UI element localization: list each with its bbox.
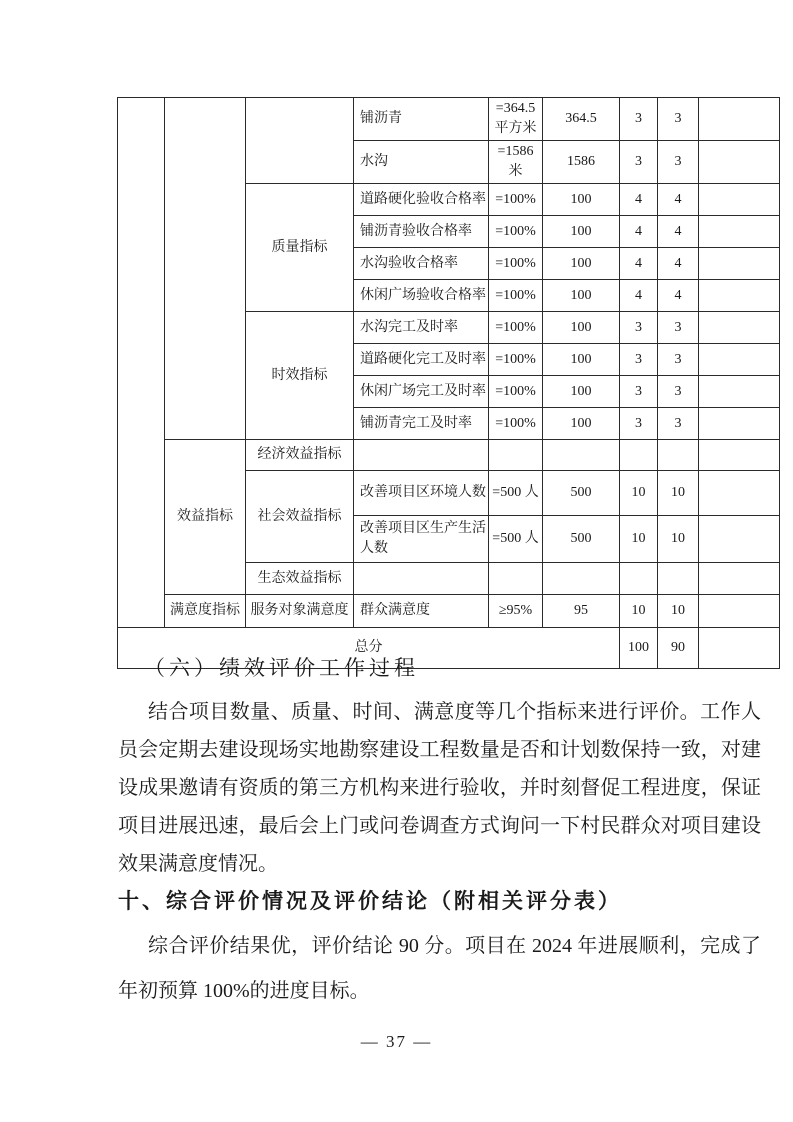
target-value-cell: =100% (489, 344, 543, 376)
eco-benefit-cell: 生态效益指标 (246, 563, 354, 595)
max-score-cell: 4 (620, 216, 658, 248)
score-cell: 4 (658, 184, 699, 216)
target-value-cell: =100% (489, 216, 543, 248)
section-heading-10: 十、综合评价情况及评价结论（附相关评分表） (118, 890, 622, 913)
max-score-cell: 4 (620, 184, 658, 216)
indicator-name-cell: 群众满意度 (354, 595, 489, 628)
score-cell: 4 (658, 216, 699, 248)
max-score-cell: 10 (620, 516, 658, 563)
actual-value-cell: 100 (543, 408, 620, 440)
indicator-name-cell (354, 440, 489, 471)
total-score-label-cell: 总分 (118, 628, 620, 669)
actual-value-cell: 100 (543, 376, 620, 408)
indicator-name-cell: 改善项目区环境人数 (354, 471, 489, 516)
actual-value-cell: 100 (543, 216, 620, 248)
indicator-name-cell: 休闲广场验收合格率 (354, 280, 489, 312)
indicator-name-cell: 改善项目区生产生活人数 (354, 516, 489, 563)
satisfaction-group-cell: 满意度指标 (165, 595, 246, 628)
actual-value-cell: 1586 (543, 141, 620, 184)
quality-group-cell: 质量指标 (246, 184, 354, 312)
remark-cell (699, 216, 780, 248)
indicator-name-cell: 道路硬化验收合格率 (354, 184, 489, 216)
max-score-cell: 10 (620, 595, 658, 628)
total-score-cell: 90 (658, 628, 699, 669)
max-score-cell: 3 (620, 408, 658, 440)
remark-cell (699, 408, 780, 440)
indicator-name-cell: 铺沥青验收合格率 (354, 216, 489, 248)
indicator-name-cell: 铺沥青完工及时率 (354, 408, 489, 440)
max-score-cell: 3 (620, 376, 658, 408)
actual-value-cell: 100 (543, 248, 620, 280)
actual-value-cell (543, 563, 620, 595)
actual-value-cell: 100 (543, 280, 620, 312)
score-cell: 3 (658, 312, 699, 344)
remark-cell (699, 516, 780, 563)
target-value-cell: =100% (489, 280, 543, 312)
benefit-group-cell: 效益指标 (165, 440, 246, 595)
remark-cell (699, 344, 780, 376)
remark-cell (699, 471, 780, 516)
score-cell: 3 (658, 141, 699, 184)
score-cell: 4 (658, 248, 699, 280)
indicator-name-cell (354, 563, 489, 595)
score-cell: 10 (658, 516, 699, 563)
remark-cell (699, 440, 780, 471)
score-cell: 3 (658, 408, 699, 440)
max-score-cell: 3 (620, 344, 658, 376)
score-cell (658, 440, 699, 471)
score-cell: 10 (658, 471, 699, 516)
actual-value-cell: 95 (543, 595, 620, 628)
actual-value-cell (543, 440, 620, 471)
paragraph-evaluation-process: 结合项目数量、质量、时间、满意度等几个指标来进行评价。工作人员会定期去建设现场实地勘察建设工程数量是否和计划数保持一致，对建设成果邀请有资质的第三方机构来进行验收，并时刻督促工程进度，保证项目进展迅速，最后会上门或问卷调查方式询问一下村民群众对项目建设效果满意度情况。 (118, 701, 761, 875)
remark-cell (699, 376, 780, 408)
target-value-cell: =500 人 (489, 516, 543, 563)
remark-cell (699, 595, 780, 628)
section-heading-6: （六）绩效评价工作过程 (144, 656, 419, 680)
remark-cell (699, 563, 780, 595)
remark-cell (699, 98, 780, 141)
actual-value-cell: 100 (543, 344, 620, 376)
target-value-cell: =100% (489, 312, 543, 344)
indicator-name-cell: 道路硬化完工及时率 (354, 344, 489, 376)
score-table (117, 97, 780, 669)
remark-cell (699, 280, 780, 312)
paragraph-conclusion: 综合评价结果优，评价结论 90 分。项目在 2024 年进展顺利，完成了年初预算 100%的进度目标。 (118, 935, 761, 1002)
table-cell (165, 98, 246, 440)
score-cell: 3 (658, 344, 699, 376)
page-number: — 37 — (360, 1032, 433, 1051)
remark-cell (699, 312, 780, 344)
social-benefit-cell: 社会效益指标 (246, 471, 354, 563)
actual-value-cell: 364.5 (543, 98, 620, 141)
text-section (118, 653, 761, 1014)
max-score-cell: 10 (620, 471, 658, 516)
actual-value-cell: 500 (543, 516, 620, 563)
table-cell (118, 98, 165, 628)
max-score-cell (620, 440, 658, 471)
actual-value-cell: 100 (543, 184, 620, 216)
table-row (118, 595, 780, 628)
score-cell: 3 (658, 376, 699, 408)
total-max-score-cell: 100 (620, 628, 658, 669)
table-row (118, 440, 780, 471)
max-score-cell: 3 (620, 312, 658, 344)
target-value-cell: =100% (489, 248, 543, 280)
indicator-name-cell: 水沟完工及时率 (354, 312, 489, 344)
remark-cell (699, 141, 780, 184)
target-value-cell (489, 563, 543, 595)
max-score-cell: 3 (620, 98, 658, 141)
indicator-name-cell: 水沟验收合格率 (354, 248, 489, 280)
time-group-cell: 时效指标 (246, 312, 354, 440)
target-value-cell: =1586 米 (489, 141, 543, 184)
score-cell (658, 563, 699, 595)
max-score-cell: 3 (620, 141, 658, 184)
target-value-cell: ≥95% (489, 595, 543, 628)
max-score-cell: 4 (620, 280, 658, 312)
score-cell: 4 (658, 280, 699, 312)
service-satisfaction-cell: 服务对象满意度 (246, 595, 354, 628)
target-value-cell (489, 440, 543, 471)
table-cell (246, 98, 354, 184)
target-value-cell: =364.5 平方米 (489, 98, 543, 141)
table-row (118, 98, 780, 141)
actual-value-cell: 500 (543, 471, 620, 516)
economic-benefit-cell: 经济效益指标 (246, 440, 354, 471)
score-cell: 3 (658, 98, 699, 141)
indicator-name-cell: 铺沥青 (354, 98, 489, 141)
target-value-cell: =100% (489, 408, 543, 440)
target-value-cell: =100% (489, 376, 543, 408)
max-score-cell: 4 (620, 248, 658, 280)
score-cell: 10 (658, 595, 699, 628)
indicator-name-cell: 休闲广场完工及时率 (354, 376, 489, 408)
target-value-cell: =500 人 (489, 471, 543, 516)
remark-cell (699, 248, 780, 280)
remark-cell (699, 184, 780, 216)
actual-value-cell: 100 (543, 312, 620, 344)
indicator-name-cell: 水沟 (354, 141, 489, 184)
max-score-cell (620, 563, 658, 595)
target-value-cell: =100% (489, 184, 543, 216)
